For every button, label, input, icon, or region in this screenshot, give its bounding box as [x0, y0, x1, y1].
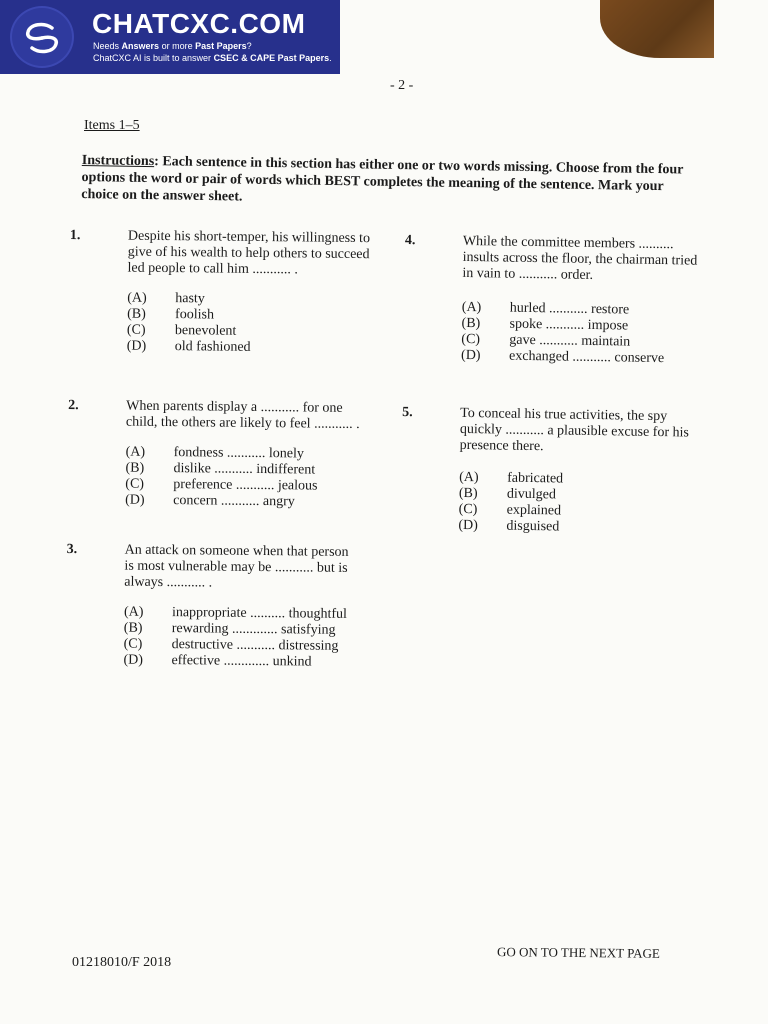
- option-c: (C) gave ........... maintain: [461, 331, 631, 350]
- option-c: (C) benevolent: [126, 322, 237, 339]
- paper-code: 01218010/F 2018: [72, 955, 172, 970]
- chatcxc-watermark-banner: [0, 0, 340, 74]
- question-2: [67, 398, 398, 545]
- question-1: [68, 228, 400, 401]
- question-stem: When parents display a ........... for one child, the others are likely to feel ........... .: [125, 398, 360, 433]
- option-b: (B) divulged: [458, 485, 557, 503]
- option-list: [125, 445, 398, 512]
- option-d: (D) effective ............. unkind: [123, 652, 312, 670]
- banner-tagline-1: Needs Answers or more Past Papers?: [93, 41, 252, 51]
- question-number: 2.: [68, 397, 79, 414]
- option-a: (A) inappropriate .......... thoughtful: [123, 604, 348, 622]
- question-number: 5.: [402, 404, 413, 421]
- option-list: [127, 291, 400, 358]
- option-a: (A) hasty: [127, 290, 205, 307]
- right-column: [400, 233, 715, 538]
- option-b: (B) spoke ........... impose: [461, 315, 629, 334]
- instructions: [81, 152, 702, 213]
- question-4: [402, 233, 715, 410]
- background-wood-artifact: [600, 0, 714, 58]
- question-stem: While the committee members .......... insults across the floor, the chairman tried in vain to ........... order.: [462, 233, 698, 283]
- option-a: (A) hurled ........... restore: [461, 299, 630, 318]
- question-number: 1.: [69, 228, 81, 244]
- left-column: [65, 228, 400, 671]
- instructions-text: : Each sentence in this section has either one or two words missing. Choose from the four options the word or pair of words which BEST completes the meaning of the sentence. Mark your choice on the answer sheet.: [81, 154, 684, 205]
- question-number: 3.: [66, 541, 78, 558]
- option-list: [461, 300, 714, 368]
- option-c: (C) preference ........... jealous: [125, 476, 318, 494]
- option-d: (D) disguised: [458, 517, 560, 535]
- option-c: (C) destructive ........... distressing: [123, 636, 339, 654]
- next-page-notice: GO ON TO THE NEXT PAGE: [496, 944, 660, 961]
- option-list: [458, 470, 711, 538]
- page-number: - 2 -: [390, 78, 414, 93]
- option-a: (A) fabricated: [459, 469, 564, 487]
- option-d: (D) old fashioned: [126, 338, 251, 355]
- chatcxc-logo-icon: [10, 6, 74, 68]
- question-stem: An attack on someone when that person is most vulnerable may be ........... but is always ........... .: [124, 542, 349, 591]
- question-stem: To conceal his true activities, the spy quickly ........... a plausible excuse for his presence there.: [459, 405, 690, 455]
- option-d: (D) exchanged ........... conserve: [460, 347, 665, 367]
- instructions-label: Instructions: [81, 152, 155, 170]
- option-b: (B) foolish: [127, 306, 215, 323]
- items-heading: Items 1–5: [84, 118, 140, 133]
- question-stem: Despite his short-temper, his willingness to give of his wealth to help others to succeed led people to call him ........... .: [127, 228, 371, 278]
- brand-name: CHATCXC.COM: [92, 8, 306, 39]
- option-list: [123, 605, 396, 672]
- option-b: (B) dislike ........... indifferent: [125, 460, 316, 478]
- question-5: [400, 405, 712, 538]
- option-d: (D) concern ........... angry: [125, 492, 295, 510]
- option-c: (C) explained: [458, 501, 562, 519]
- question-number: 4.: [404, 233, 416, 249]
- question-3: [65, 542, 396, 671]
- option-a: (A) fondness ........... lonely: [125, 444, 304, 462]
- banner-tagline-2: ChatCXC AI is built to answer CSEC & CAPE Past Papers.: [93, 53, 332, 63]
- option-b: (B) rewarding ............. satisfying: [123, 620, 336, 638]
